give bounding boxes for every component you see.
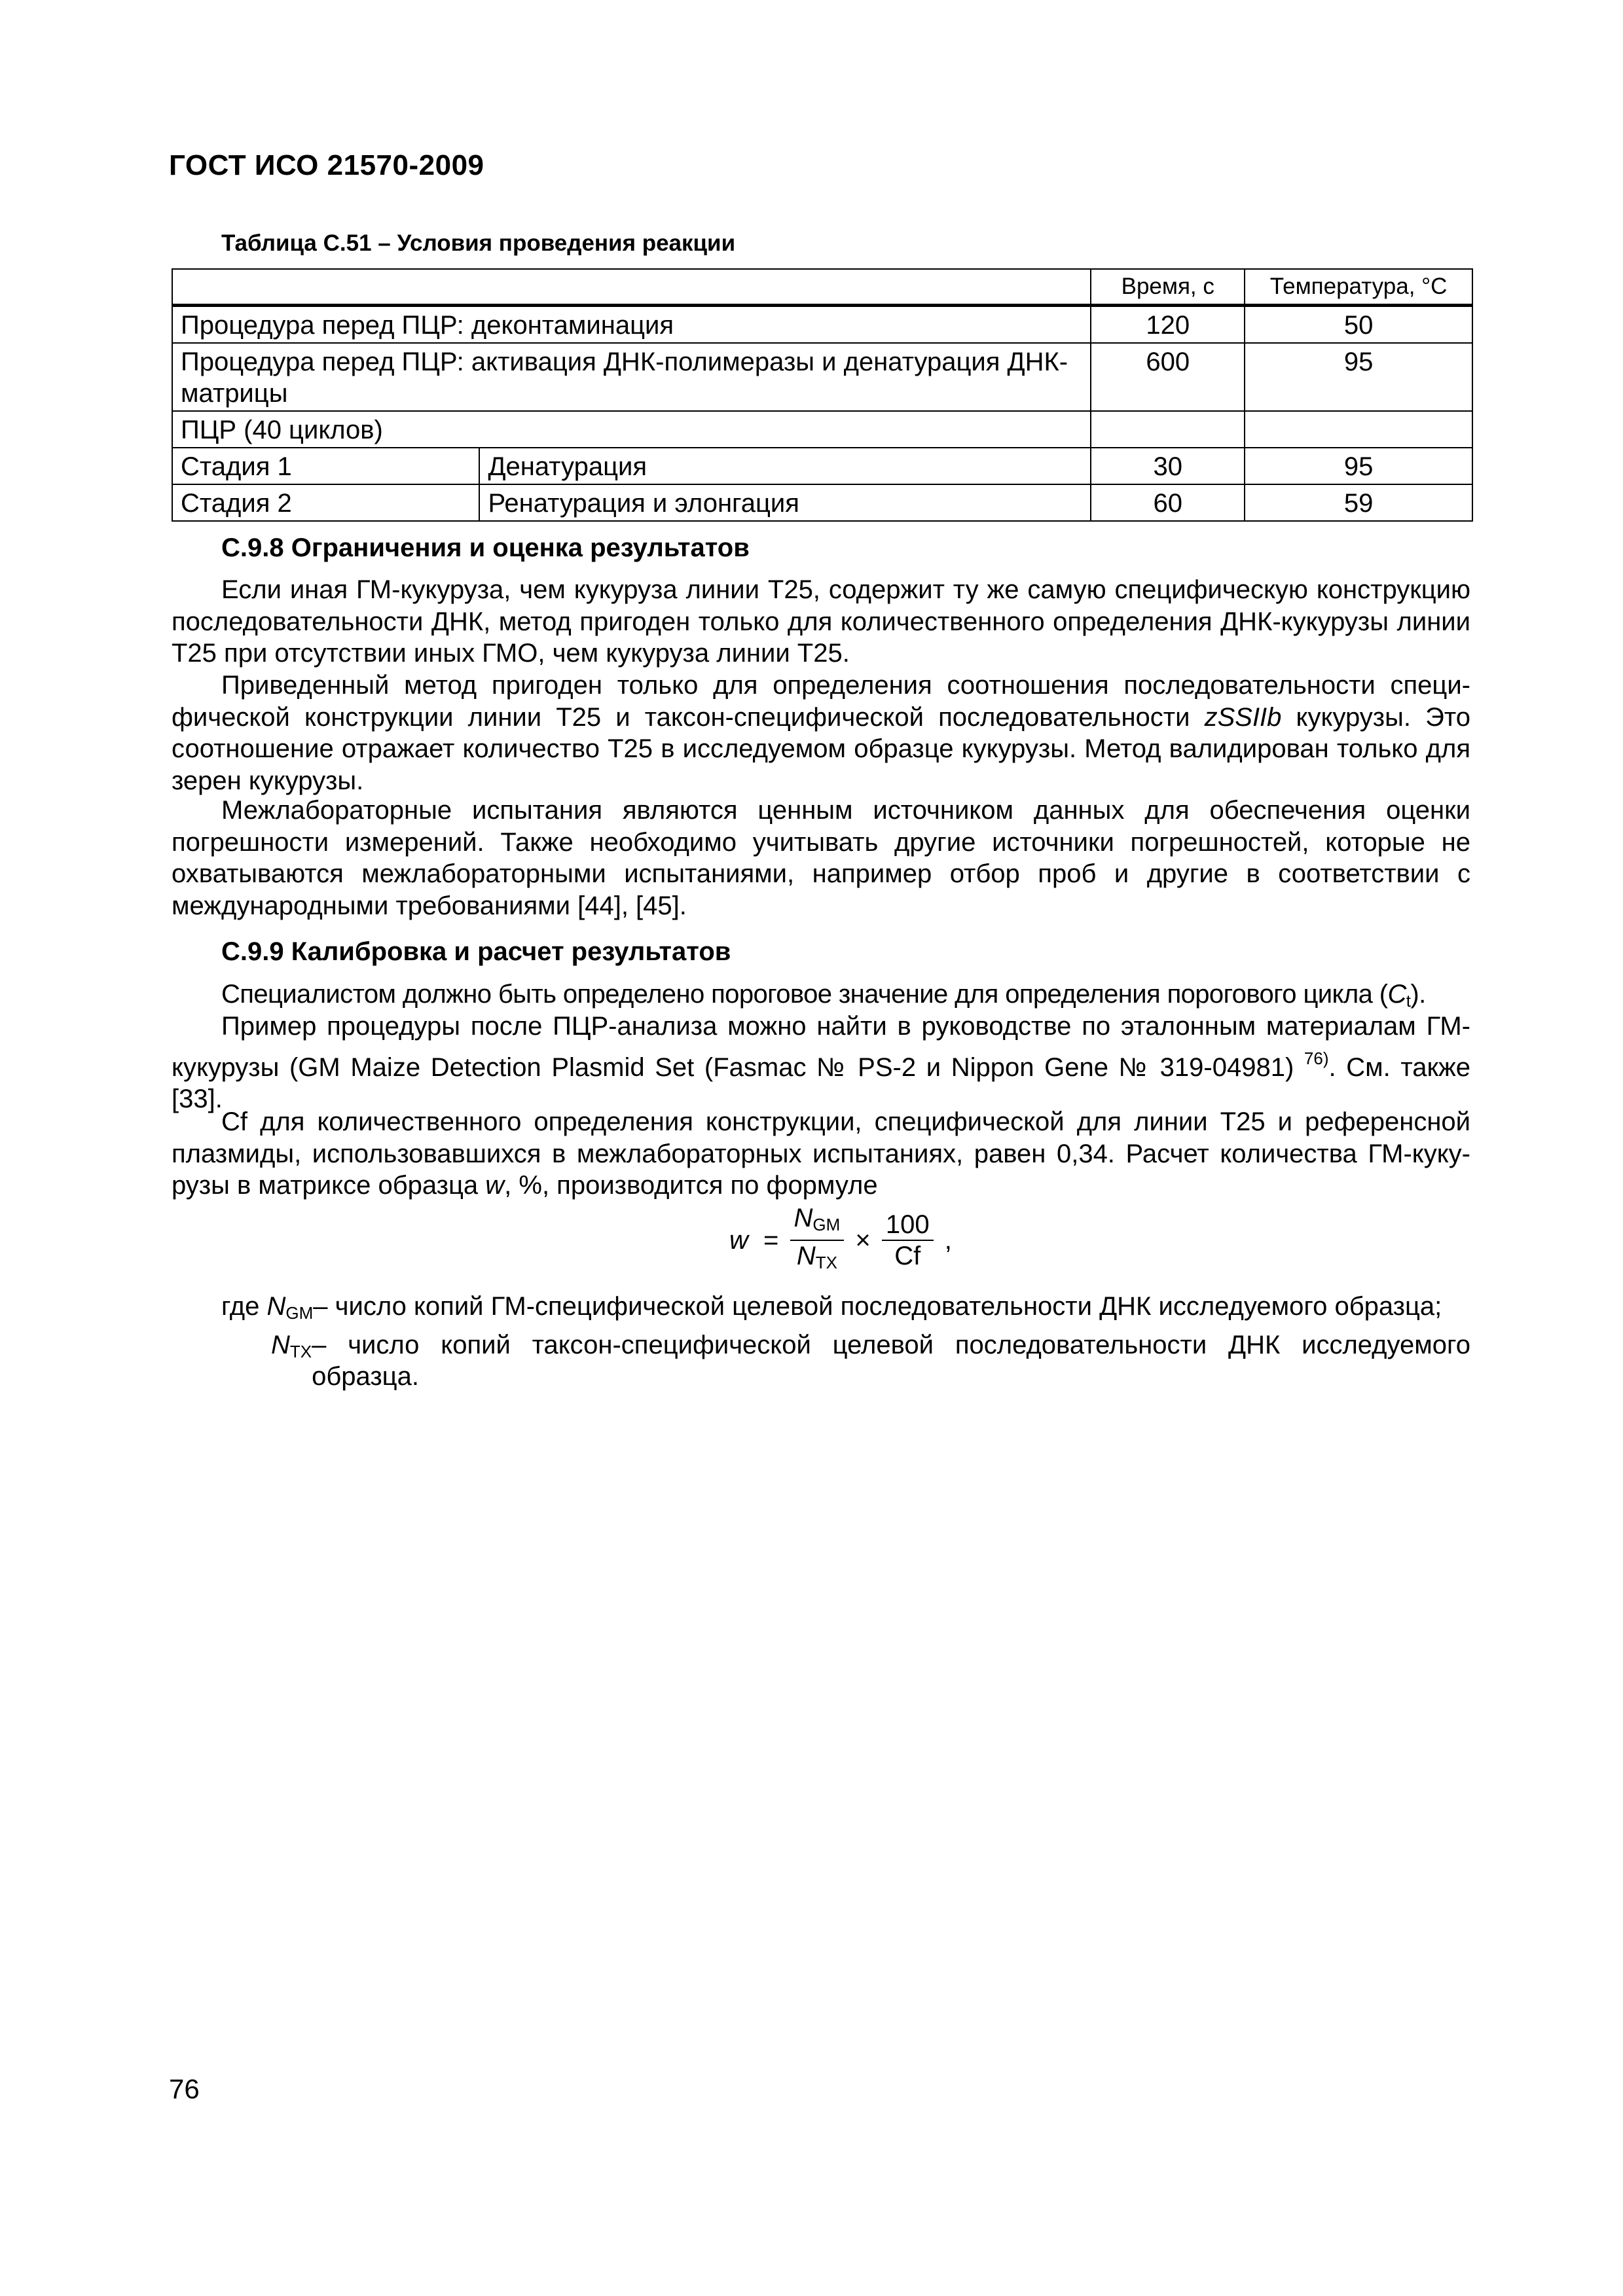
fraction-numerator: 100 [882,1210,934,1241]
table-row [172,484,1472,521]
stage-cell: Стадия 1 [172,448,479,484]
formula-times: × [855,1225,871,1255]
time-cell: 120 [1091,306,1245,344]
section-title-c98: С.9.8 Ограничения и оценка результатов [221,533,750,562]
time-cell: 600 [1091,343,1245,411]
symbol-w: w [485,1171,505,1200]
temperature-cell: 50 [1245,306,1472,344]
formula-w: w [729,1225,748,1255]
formula-fraction-2 [882,1210,934,1271]
paragraph: Межлабораторные испытания являются ценным источником данных для обеспечения оценки погрешности измерений. Также необходимо учитывать другие источники погрешностей, которые не охватываются межлабораторными испытаниями, например отбор проб и другие в соответствии с международными требованиями [44], [45]. [172,796,1470,920]
definition-symbol [221,1291,313,1329]
variable-definitions [221,1291,1470,1393]
symbol-n: N [266,1292,286,1321]
definition-text: – число копий ГМ-специфической целевой последовательности ДНК исследуемого образца; [313,1292,1442,1321]
paragraph [172,1106,1470,1202]
paragraph-text: Приведенный метод пригоден только для определения соотношения последовательности специ-фической конструкции линии Т25 и таксон-специфической последовательности [172,671,1470,732]
col-header-time: Время, с [1091,269,1245,306]
symbol-n: N [271,1330,290,1359]
symbol-n: N [793,1204,813,1232]
paragraph [172,670,1470,797]
gene-name: zSSIIb [1204,702,1282,732]
fraction-denominator: Cf [894,1242,921,1270]
temperature-cell: 95 [1245,343,1472,411]
table-header-empty-cell [172,269,1091,306]
table-row [172,411,1472,448]
reaction-conditions-table [172,268,1473,522]
row-label: Процедура перед ПЦР: активация ДНК-полимеразы и денатурация ДНК-матрицы [172,343,1091,411]
paragraph-text: , %, производится по формуле [504,1171,878,1200]
paragraph [172,1011,1470,1115]
page-number: 76 [169,2073,200,2104]
table-row [172,306,1472,344]
paragraph-text: . См. также [33]. [172,1052,1470,1113]
footnote-reference: 76) [1304,1048,1329,1068]
definition-ntx [221,1329,1470,1393]
subscript-gm: GM [285,1303,314,1323]
paragraph-text: Cf для количественного определения конструкции, специфической для линии Т25 и референсной плазмиды, использовавшихся в межлабораторных испытаниях, равен 0,34. Расчет количества ГМ-куку-рузы в матриксе образца [172,1107,1470,1200]
table-row [172,343,1472,411]
step-cell: Денатурация [479,448,1091,484]
fraction-numerator [790,1203,845,1241]
time-cell: 60 [1091,484,1245,521]
row-label: Процедура перед ПЦР: деконтаминация [172,306,1091,344]
row-label: ПЦР (40 циклов) [172,411,1091,448]
formula-lhs [725,1226,752,1255]
table-caption: Таблица С.51 – Условия проведения реакции [221,230,736,256]
formula [725,1203,956,1275]
fraction-denominator [790,1241,845,1278]
symbol-n: N [796,1242,816,1270]
step-cell: Ренатурация и элонгация [479,484,1091,521]
where-prefix: где [221,1292,267,1321]
paragraph-text: Пример процедуры после ПЦР-анализа можно найти в руководстве по эталонным материалам ГМ-кукурузы (GM Maize Detection Plasmid Set (Fasmac № PS-2 и Nippon Gene № 319-04981) [172,1012,1470,1082]
definition-symbol [271,1329,312,1393]
time-cell: 30 [1091,448,1245,484]
formula-comma: , [944,1225,952,1255]
symbol-ct: C [1387,980,1406,1009]
paragraph: Если иная ГМ-кукуруза, чем кукуруза линии Т25, содержит ту же самую специфическую конструкцию последовательности ДНК, метод пригоден только для количественного определения ДНК-кукурузы линии Т25 при отсутствии иных ГМО, чем кукуруза линии Т25. [172,575,1470,668]
temperature-cell: 95 [1245,448,1472,484]
document-header: ГОСТ ИСО 21570-2009 [169,149,484,181]
definition-text: – число копий таксон-специфической целевой последовательности ДНК исследуемого образца. [312,1330,1470,1391]
time-cell [1091,411,1245,448]
col-header-temperature: Температура, °С [1245,269,1472,306]
temperature-cell [1245,411,1472,448]
table-header-row [172,269,1472,306]
temperature-cell: 59 [1245,484,1472,521]
subscript-gm: GM [812,1215,841,1234]
table-row [172,448,1472,484]
subscript-tx: TX [289,1341,312,1361]
stage-cell: Стадия 2 [172,484,479,521]
paragraph-text: кукурузы. Это соотношение отражает количество Т25 в исследуемом образце кукурузы. Метод валидирован только для зерен кукурузы. [172,702,1470,795]
symbol-ct-subscript: t [1406,991,1411,1011]
paragraph-text: Специалистом должно быть определено пороговое значение для определения порогового цикла ( [221,980,1388,1009]
definition-ngm [221,1291,1470,1329]
formula-fraction-1 [790,1203,845,1278]
formula-equals: = [763,1225,779,1255]
subscript-tx: TX [815,1253,837,1272]
paragraph-text: ). [1410,980,1426,1009]
section-title-c99: С.9.9 Калибровка и расчет результатов [221,937,731,966]
